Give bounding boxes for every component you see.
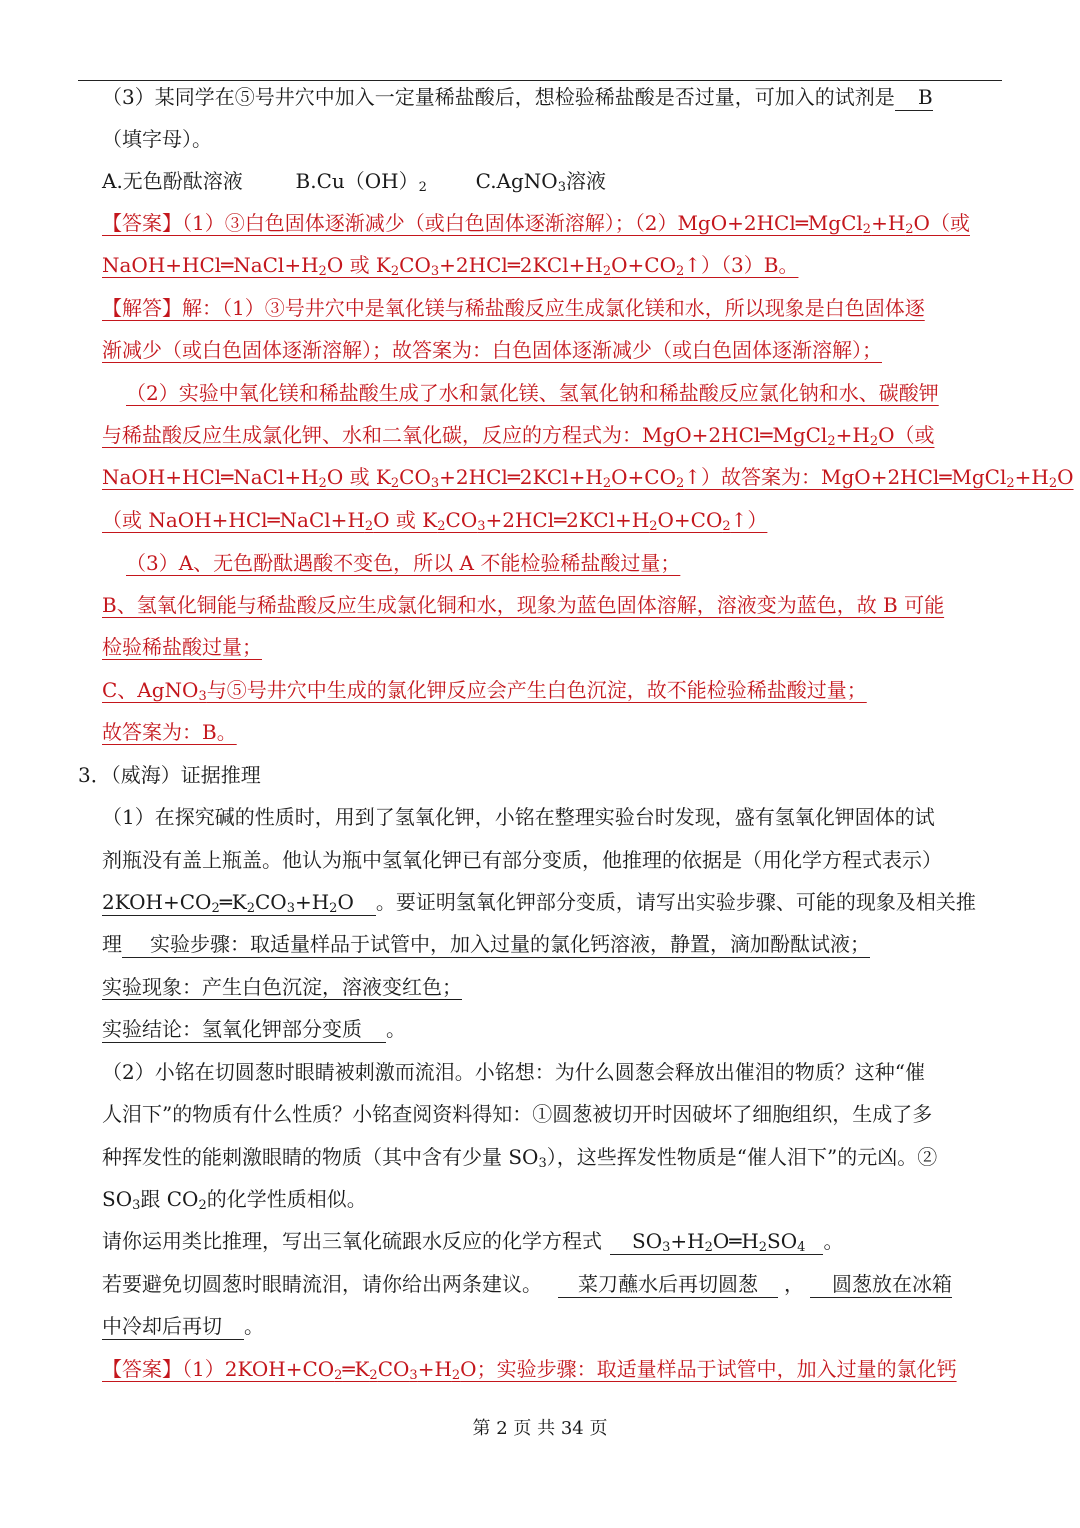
q3-p1-line1: （1）在探究碱的性质时，用到了氢氧化钾，小铭在整理实验台时发现，盛有氢氧化钾固体的试 — [102, 805, 935, 829]
solution-line9: 检验稀盐酸过量； — [102, 635, 262, 659]
answer-tag: 【答案】 — [102, 211, 182, 235]
solution-line2: 渐减少（或白色固体逐渐溶解）；故答案为：白色固体逐渐减少（或白色固体逐渐溶解）； — [102, 338, 882, 362]
solution-line6: （或 $NaOH+HCl═NaCl+H_2O$ 或 $K_2CO_3+2HCl═2KCl+H_2O+CO_2↑$） — [102, 508, 768, 534]
option-c: C.AgNO$_3$溶液 — [475, 169, 606, 195]
so3-equation-blank: $SO_3+H_2O═H_2SO_4$ — [610, 1228, 823, 1255]
question-3-line2: （填字母）。 — [102, 127, 212, 151]
answer-blank: B — [895, 84, 933, 111]
answer-line1: 【答案】（1）③白色固体逐渐减少（或白色固体逐渐溶解）；$(2)MgO+2HCl═MgCl_2+H_2O$（或 — [102, 211, 970, 237]
solution-tag: 【解答】 — [102, 296, 182, 320]
q3-p2-line1: （2）小铭在切圆葱时眼睛被刺激而流泪。小铭想：为什么圆葱会释放出催泪的物质？这种“催 — [102, 1060, 925, 1084]
solution-line3: （2）实验中氧化镁和稀盐酸生成了水和氯化镁、氢氧化钠和稀盐酸反应氯化钠和水、碳酸钾 — [126, 381, 939, 405]
q3-p5-line: 中冷却后再切 。 — [102, 1314, 264, 1338]
question-3-line1: （3）某同学在⑤号井穴中加入一定量稀盐酸后，想检验稀盐酸是否过量，可加入的试剂是 B — [102, 85, 933, 109]
q3-p1-line5: 实验现象：产生白色沉淀，溶液变红色； — [102, 975, 462, 999]
solution-line5: $NaOH+HCl═NaCl+H_2O$ 或 $K_2CO_3+2HCl═2KCl+H_2O+CO_2↑$）故答案为：$MgO+2HCl═MgCl_2+H_2O$ — [102, 465, 1074, 491]
q3-p2-line4: $SO_3$跟 $CO_2$的化学性质相似。 — [102, 1187, 367, 1213]
q3-p1-line4: 理 实验步骤：取适量样品于试管中，加入过量的氯化钙溶液，静置，滴加酚酞试液； — [102, 932, 870, 956]
q3-p1-line2: 剂瓶没有盖上瓶盖。他认为瓶中氢氧化钾已有部分变质，他推理的依据是（用化学方程式表示） — [102, 848, 942, 872]
q3-p1-line6: 实验结论：氢氧化钾部分变质 。 — [102, 1017, 406, 1041]
solution-line1: 【解答】解：（1）③号井穴中是氧化镁与稀盐酸反应生成氯化镁和水，所以现象是白色固体逐 — [102, 296, 925, 320]
answer2-line1: 【答案】$(1)2KOH+CO_2═K_2CO_3+H_2O$；实验步骤：取适量样品于试管中，加入过量的氯化钙 — [102, 1357, 957, 1383]
options-row — [102, 166, 606, 196]
option-b: $B.Cu(OH)_2$ — [295, 169, 427, 195]
suggestion-blank-1: 菜刀蘸水后再切圆葱 — [558, 1271, 778, 1298]
answer-line2: $NaOH+HCl═NaCl+H_2O$ 或 $K_2CO_3+2HCl═2KCl+H_2O+CO_2↑)(3)B$。 — [102, 253, 799, 279]
header-rule — [78, 80, 1002, 81]
q3-p4-line: 若要避免切圆葱时眼睛流泪，请你给出两条建议。 菜刀蘸水后再切圆葱 ， 圆葱放在冰箱 — [102, 1272, 952, 1296]
q3-p2-line3: 种挥发性的能刺激眼睛的物质（其中含有少量 $SO_3$），这些挥发性物质是“催人泪下”的元凶。② — [102, 1145, 938, 1171]
q3-p1-line3: $2KOH+CO_2═K_2CO_3+H_2O$ 。要证明氢氧化钾部分变质，请写出实验步骤、可能的现象及相关推 — [102, 890, 976, 916]
solution-line8: B、氢氧化铜能与稀盐酸反应生成氯化铜和水，现象为蓝色固体溶解，溶液变为蓝色，故 B 可能 — [102, 593, 945, 617]
option-a: A.无色酚酞溶液 — [102, 169, 243, 193]
page-footer: 第 2 页 共 34 页 — [472, 1418, 608, 1439]
solution-line11: 故答案为：B。 — [102, 720, 237, 744]
question-3-title: 3．（威海）证据推理 — [78, 763, 261, 787]
solution-line10: C、AgNO$_3$与⑤号井穴中生成的氯化钾反应会产生白色沉淀，故不能检验稀盐酸过量； — [102, 678, 867, 704]
answer2-tag: 【答案】 — [102, 1357, 182, 1381]
q3-p3-line: 请你运用类比推理，写出三氧化硫跟水反应的化学方程式 $SO_3+H_2O═H_2SO_4$ 。 — [102, 1229, 844, 1255]
reasoning-blank: 实验步骤：取适量样品于试管中，加入过量的氯化钙溶液，静置，滴加酚酞试液； — [122, 931, 870, 958]
equation-blank: $2KOH+CO_2═K_2CO_3+H_2O$ — [102, 889, 376, 916]
suggestion-blank-2: 圆葱放在冰箱 — [810, 1271, 952, 1298]
solution-line7: （3）A、无色酚酞遇酸不变色，所以 A 不能检验稀盐酸过量； — [126, 551, 681, 575]
solution-line4: 与稀盐酸反应生成氯化钾、水和二氧化碳，反应的方程式为：$MgO+2HCl═MgCl_2+H_2O$（或 — [102, 423, 935, 449]
q3-p2-line2: 人泪下”的物质有什么性质？小铭查阅资料得知：①圆葱被切开时因破坏了细胞组织，生成了多 — [102, 1102, 933, 1126]
